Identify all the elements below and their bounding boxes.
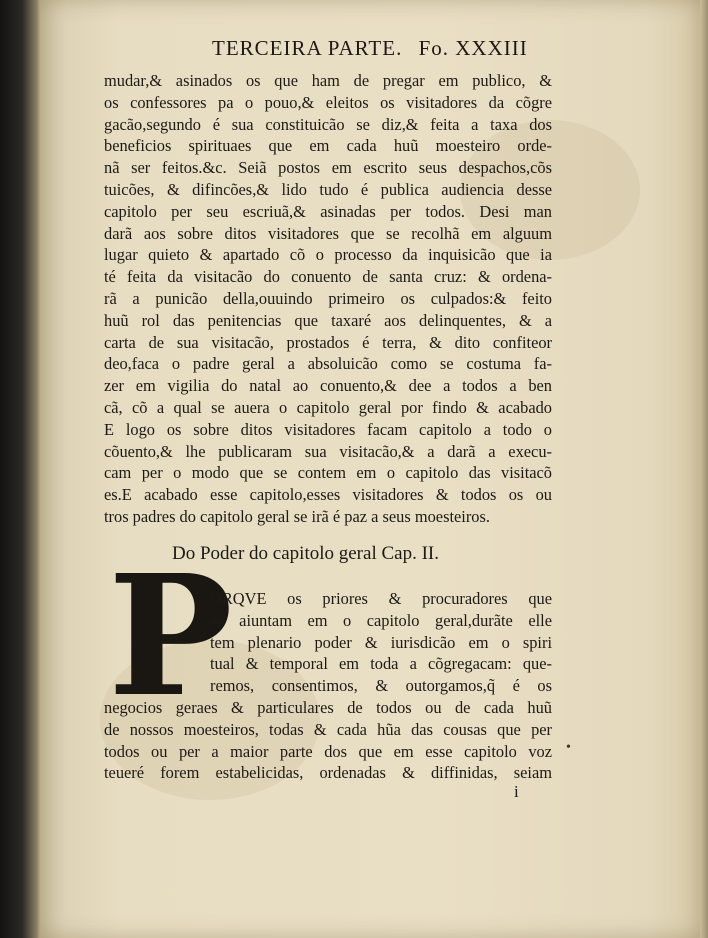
decorated-initial: P <box>108 539 233 734</box>
text-line: mudar,& asinados os que ham de pregar em publico, & <box>104 71 552 90</box>
text-line: gacão,segundo é sua constituicão se diz,& feita a taxa dos <box>104 114 552 134</box>
text-line: huũ rol das penitencias que taxaré aos delinquentes, & a <box>104 310 552 330</box>
text-line: capitolo per seu escriuã,& asinadas per todos. Desi man <box>104 201 552 221</box>
text-line: remos, consentimos, & outorgamos,q̃ é os <box>210 676 552 696</box>
text-line: deo,faca o padre geral a absoluicão como se costuma fa- <box>104 354 552 374</box>
text-line: tual & temporal em toda a cõgregacam: que- <box>210 654 552 674</box>
text-line: de nossos moesteiros, todas & cada hũa das cousas que per <box>104 719 552 739</box>
margin-mark-icon: • <box>566 740 571 755</box>
text-line: beneficios spirituaes que em cada huũ moesteiro orde- <box>104 136 552 156</box>
text-line: lugar quieto & apartado cõ o processo da inquisicão que ia <box>104 245 552 265</box>
text-line: carta de sua visitacão, prostados é terra, & dito confiteor <box>104 332 552 352</box>
text-line: zer em vigilia do natal ao conuento,& dee a todos a ben <box>104 376 552 396</box>
text-line: darã aos sobre ditos visitadores que se recolhã em alguum <box>104 223 552 243</box>
text-line: os confessores pa o pouo,& eleitos os visitadores da cõgre <box>104 92 552 112</box>
folio-number: Fo. XXXIII <box>418 36 528 60</box>
header-title: TERCEIRA PARTE. <box>212 36 403 60</box>
text-line: se aiuntam em o capitolo geral,durãte elle <box>210 610 552 630</box>
text-line: tem plenario poder & iurisdicão em o spiri <box>210 632 552 652</box>
chapter-heading: Do Poder do capitolo geral Cap. II. <box>172 543 439 564</box>
text-line: cõuento,& lhe publicaram sua visitacão,& a darã a execu- <box>104 441 552 461</box>
text-line: ORQVE os priores & procuradores que <box>210 589 552 608</box>
text-line: negocios geraes & particulares de todos ou de cada huũ <box>104 697 552 717</box>
text-line: teueré forem estabelicidas, ordenadas & diffinidas, seiam <box>104 763 552 783</box>
page-edge <box>700 0 708 938</box>
text-line: tuicões, & difincões,& lido tudo é publica audiencia desse <box>104 179 552 199</box>
text-line: cam per o modo que se contem em o capitolo das visitacõ <box>104 463 552 483</box>
text-line: todos ou per a maior parte dos que em esse capitolo voz <box>104 741 552 761</box>
book-binding-edge <box>0 0 40 938</box>
text-line: rã a punicão della,ouuindo primeiro os culpados:& feito <box>104 288 552 308</box>
text-line: nã ser feitos.&c. Seiã postos em escrito seus despachos,cõs <box>104 158 552 178</box>
signature-mark: i <box>514 782 519 801</box>
text-line: tros padres do capitolo geral se irã é paz a seus moesteiros. <box>104 506 490 526</box>
text-line: es.E acabado esse capitolo,esses visitadores & todos os ou <box>104 485 552 505</box>
text-line: cã, cõ a qual se auera o capitolo geral por findo & acabado <box>104 397 552 417</box>
text-line: E logo os sobre ditos visitadores facam capitolo a todo o <box>104 419 552 439</box>
paragraph-2 <box>104 588 552 784</box>
paragraph-1 <box>104 70 552 528</box>
running-header <box>212 36 572 61</box>
text-line: té feita da visitacão do conuento de santa cruz: & ordena- <box>104 267 552 287</box>
